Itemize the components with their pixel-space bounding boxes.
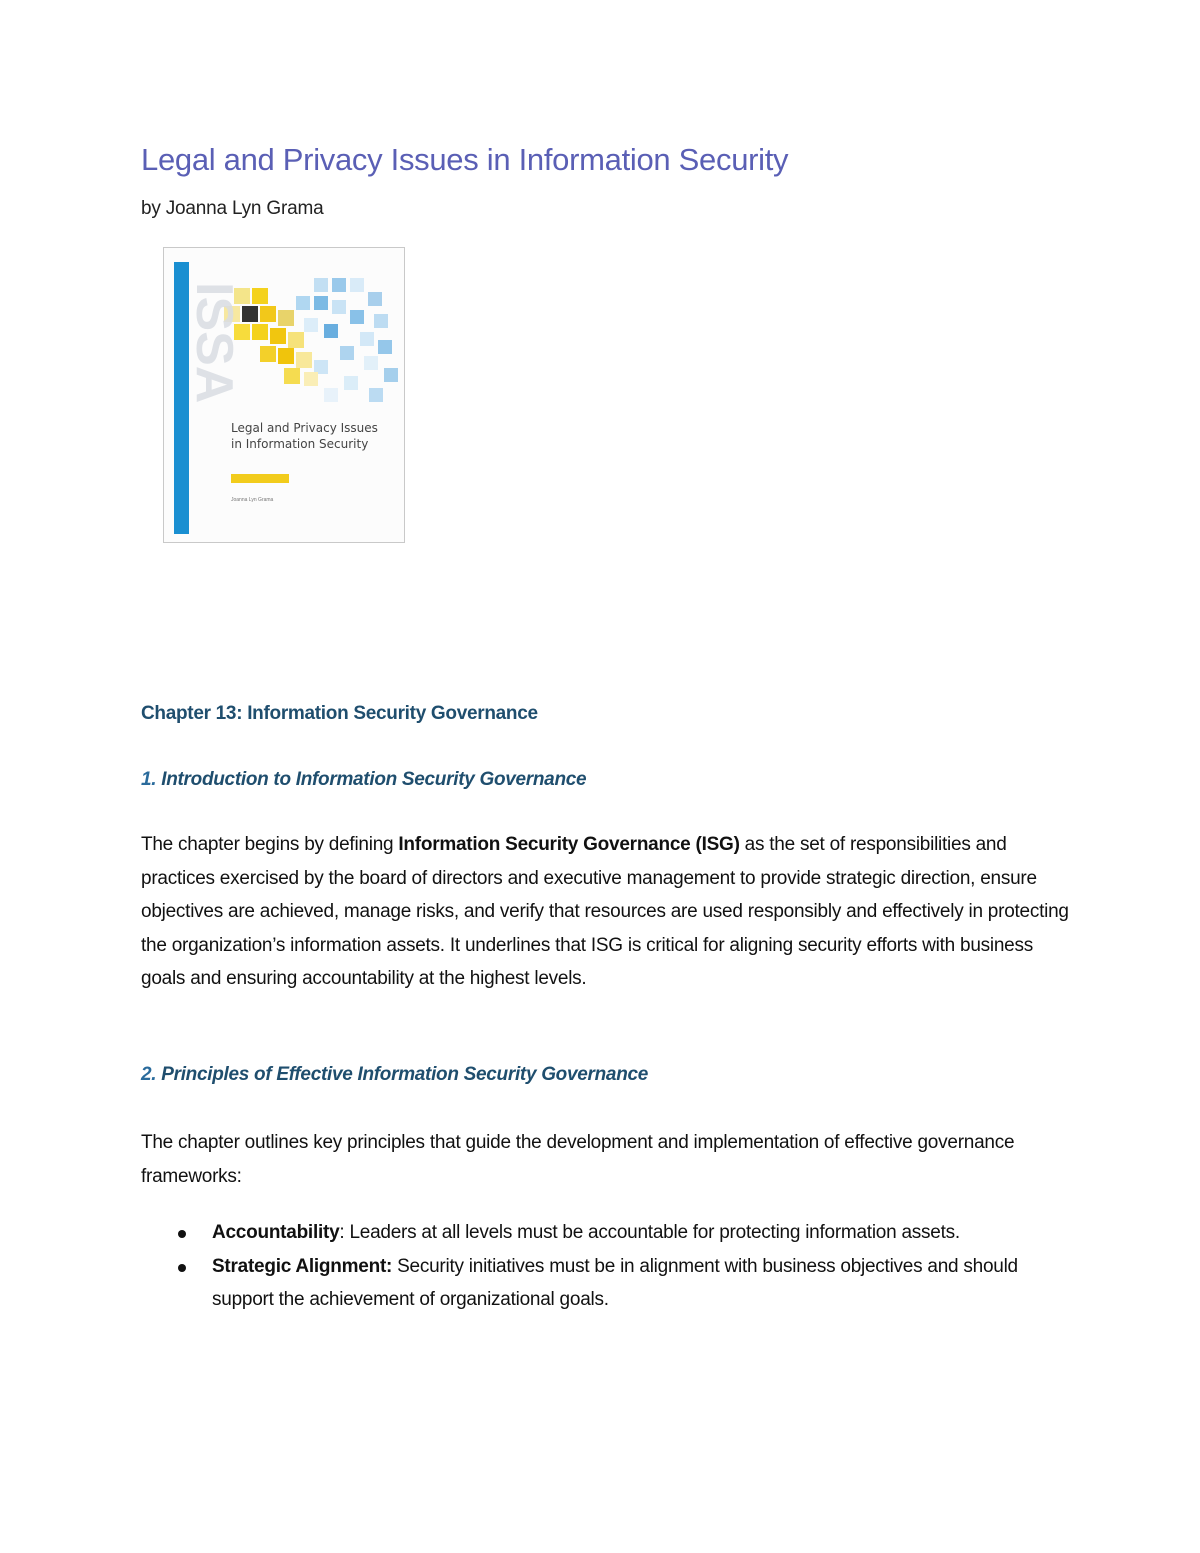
section-1-title: Introduction to Information Security Governance bbox=[161, 769, 587, 790]
author-line: by Joanna Lyn Grama bbox=[141, 198, 324, 219]
principle-term: Accountability bbox=[212, 1222, 340, 1243]
list-item bbox=[141, 1216, 1041, 1250]
section-2-paragraph: The chapter outlines key principles that guide the development and implementation of effective governance frameworks: bbox=[141, 1132, 1015, 1187]
section-1-paragraph bbox=[141, 828, 1071, 996]
cover-edition-badge bbox=[231, 474, 289, 483]
section-1-heading bbox=[141, 769, 586, 791]
chapter-heading: Chapter 13: Information Security Governance bbox=[141, 703, 538, 724]
principle-text: Security initiatives must be in alignment with business objectives and should support the achievement of organizational goals. bbox=[212, 1255, 1018, 1310]
section-1-number: 1. bbox=[141, 769, 157, 790]
bullet-icon bbox=[178, 1264, 186, 1272]
section-2-number: 2. bbox=[141, 1064, 157, 1085]
section-2-title: Principles of Effective Information Security Governance bbox=[161, 1064, 649, 1085]
book-cover-image bbox=[163, 247, 405, 543]
list-item bbox=[141, 1250, 1041, 1317]
principles-list bbox=[141, 1216, 1041, 1317]
document-title: Legal and Privacy Issues in Information Security bbox=[141, 142, 789, 177]
cover-author: Joanna Lyn Grama bbox=[231, 497, 274, 503]
principle-term: Strategic Alignment: bbox=[212, 1255, 393, 1277]
cover-artwork bbox=[164, 248, 405, 543]
section-1-text-post: as the set of responsibilities and practices exercised by the board of directors and executive management to provide strategic direction, ensure objectives are achieved, manage risks, and verify that resources are used responsibly and effectively in protecting the organization’s information assets. It underlines that ISG is critical for aligning security efforts with business goals and ensuring accountability at the highest levels. bbox=[141, 834, 1069, 989]
principle-text: : Leaders at all levels must be accountable for protecting information assets. bbox=[339, 1222, 960, 1243]
section-2-heading bbox=[141, 1064, 648, 1086]
isg-term: Information Security Governance (ISG) bbox=[398, 834, 740, 855]
section-1-text-pre: The chapter begins by defining bbox=[141, 834, 399, 855]
bullet-icon bbox=[178, 1230, 186, 1238]
cover-title: Legal and Privacy Issues in Information Security bbox=[231, 421, 378, 451]
cover-series-text: ISSA bbox=[185, 282, 243, 404]
